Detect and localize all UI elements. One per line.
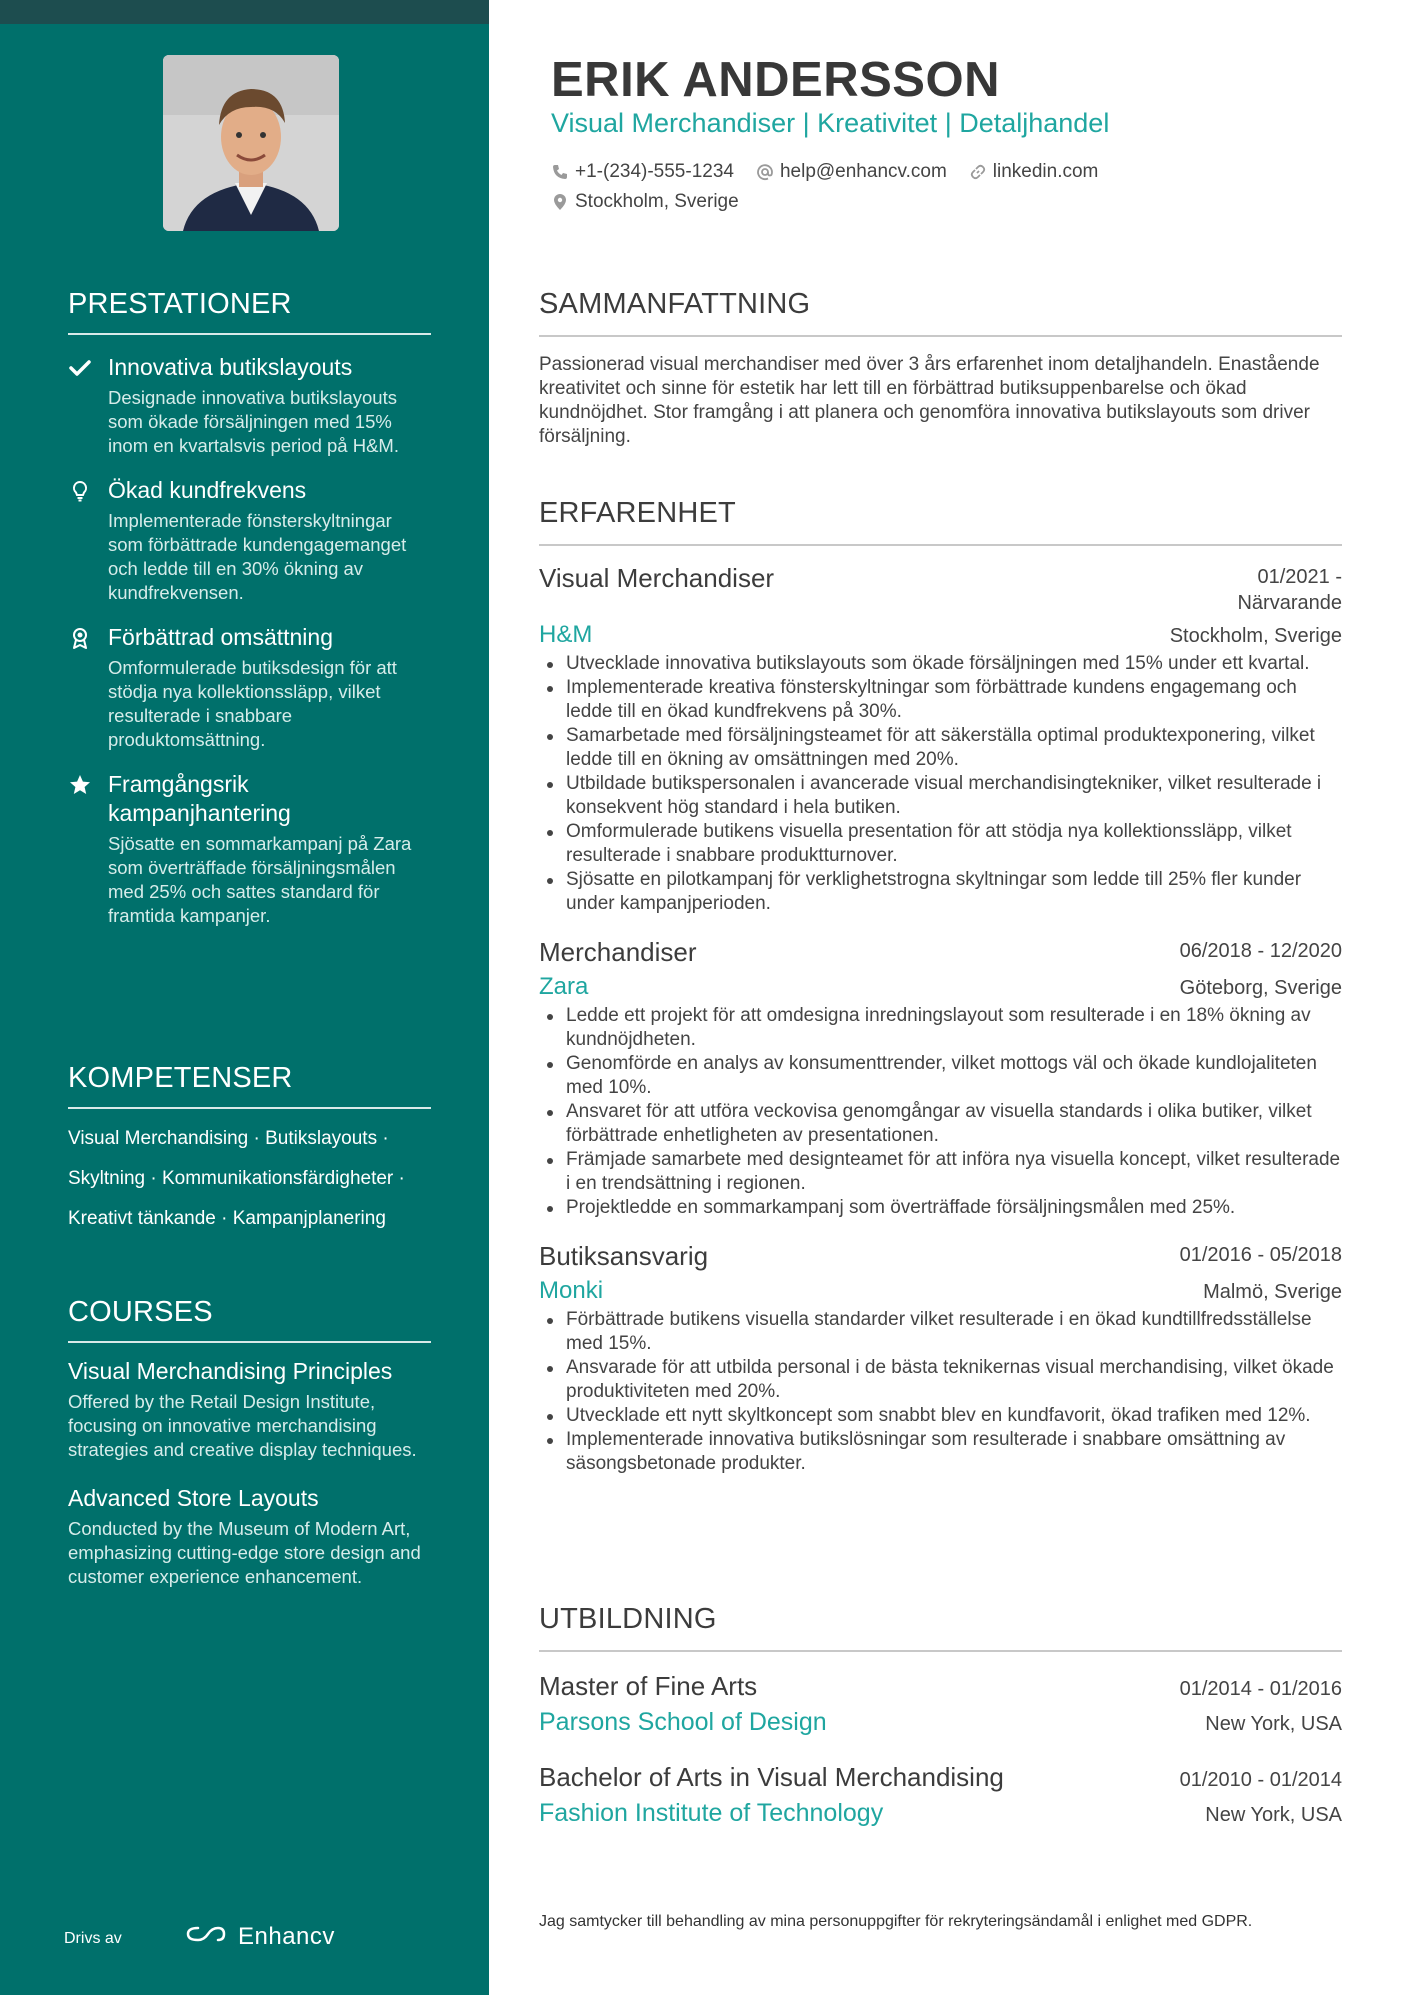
education-heading: UTBILDNING <box>539 1603 1342 1652</box>
bullet-item: Implementerade innovativa butikslösningar som resulterade i snabbare omsättning av säsongsbetonade produkter. <box>539 1428 1342 1476</box>
sidebar-top-band <box>0 0 489 24</box>
contact-info <box>551 160 1311 220</box>
bullet-item: Genomförde en analys av konsumenttrender, vilket mottogs väl och ökade kundlojaliteten med 10%. <box>539 1052 1342 1100</box>
job-date: 01/2021 - Närvarande <box>1237 566 1342 614</box>
achievement-title: Framgångsrik kampanjhantering <box>108 771 291 826</box>
achievement-title: Innovativa butikslayouts <box>108 354 353 380</box>
job-title: Visual Merchandiser <box>539 563 775 593</box>
job-bullets <box>539 1004 1342 1220</box>
bullet-item: Främjade samarbete med designteamet för att införa nya visuella koncept, vilket resulterade i en trendsättning i regionen. <box>539 1148 1342 1196</box>
education-entry <box>539 1670 1342 1737</box>
achievement-title: Förbättrad omsättning <box>108 624 334 650</box>
skills-section <box>68 1062 431 1247</box>
company-name: Zara <box>539 973 589 1000</box>
skill-line: Skyltning · Kommunikationsfärdigheter · <box>68 1168 405 1189</box>
skill-line: Kreativt tänkande · Kampanjplanering <box>68 1208 386 1229</box>
course-item <box>68 1357 431 1462</box>
job-date: 06/2018 - 12/2020 <box>1179 940 1342 962</box>
job-location: Malmö, Sverige <box>1203 1281 1342 1303</box>
job-bullets <box>539 1308 1342 1476</box>
email-text: help@enhancv.com <box>779 161 947 182</box>
skills-list <box>68 1127 431 1231</box>
summary-heading: SAMMANFATTNING <box>539 288 1342 337</box>
job-entry <box>539 562 1342 916</box>
company-name: H&M <box>539 621 593 648</box>
bullet-item: Ansvarade för att utbilda personal i de bästa teknikernas visual merchandising, vilket ökade produktiviteten med 20%. <box>539 1356 1342 1404</box>
star-icon <box>68 773 92 797</box>
experience-heading: ERFARENHET <box>539 497 1342 546</box>
course-desc: Conducted by the Museum of Modern Art, emphasizing cutting-edge store design and customer experience enhancement. <box>68 1518 421 1587</box>
summary-section <box>539 288 1342 449</box>
bullet-item: Sjösatte en pilotkampanj för verklighetstrogna skyltningar som ledde till 25% fler kunder under kampanjperioden. <box>539 868 1342 916</box>
bullet-item: Samarbetade med försäljningsteamet för att säkerställa optimal produktexponering, vilket ledde till en ökning av omsättningen med 20%. <box>539 724 1342 772</box>
job-entry <box>539 936 1342 1220</box>
skills-heading: KOMPETENSER <box>68 1062 431 1109</box>
degree-title: Bachelor of Arts in Visual Merchandising <box>539 1762 1004 1792</box>
location-pin-icon <box>551 193 569 211</box>
achievement-item <box>68 353 431 458</box>
bullet-item: Ledde ett projekt för att omdesigna inredningslayout som resulterade i en 18% ökning av kundnöjdheten. <box>539 1004 1342 1052</box>
powered-by-label: Drivs av <box>64 1930 122 1947</box>
courses-section <box>68 1296 431 1589</box>
company-name: Monki <box>539 1277 604 1304</box>
course-desc: Offered by the Retail Design Institute, focusing on innovative merchandising strategies and creative display techniques. <box>68 1391 417 1460</box>
gdpr-consent: Jag samtycker till behandling av mina personuppgifter för rekryteringsändamål i enlighet med GDPR. <box>539 1913 1253 1930</box>
job-title: Butiksansvarig <box>539 1241 709 1271</box>
sidebar <box>0 0 489 1995</box>
job-entry <box>539 1240 1342 1476</box>
bullet-item: Utvecklade innovativa butikslayouts som ökade försäljningen med 15% under ett kvartal. <box>539 652 1342 676</box>
job-title: Merchandiser <box>539 937 697 967</box>
linkedin-contact[interactable] <box>969 160 1099 184</box>
location-text: Stockholm, Sverige <box>575 191 739 212</box>
email-contact[interactable] <box>756 160 947 184</box>
experience-section <box>539 497 1342 1476</box>
job-location: Stockholm, Sverige <box>1169 625 1342 647</box>
course-item <box>68 1484 431 1589</box>
bullet-item: Projektledde en sommarkampanj som överträffade försäljningsmålen med 25%. <box>539 1196 1342 1220</box>
enhancv-brand: Enhancv <box>238 1922 335 1950</box>
bullet-item: Omformulerade butikens visuella presentation för att stödja nya kollektionssläpp, vilket resulterade i snabbare produktturnover. <box>539 820 1342 868</box>
person-name: ERIK ANDERSSON <box>551 53 1000 107</box>
degree-title: Master of Fine Arts <box>539 1671 758 1701</box>
bullet-item: Utbildade butikspersonalen i avancerade visual merchandisingtekniker, vilket resulterade i konsekvent hög standard i hela butiken. <box>539 772 1342 820</box>
achievement-desc: Implementerade fönsterskyltningar som förbättrade kundengagemanget och ledde till en 30% ökning av kundfrekvensen. <box>108 510 407 603</box>
phone-contact[interactable] <box>551 160 734 184</box>
phone-icon <box>551 163 569 181</box>
bullet-item: Förbättrade butikens visuella standarder vilket resulterade i en ökad kundtillfredsställelse med 15%. <box>539 1308 1342 1356</box>
achievement-item <box>68 770 431 928</box>
check-icon <box>68 356 92 380</box>
achievements-section <box>68 288 431 928</box>
course-title: Advanced Store Layouts <box>68 1485 319 1511</box>
education-location: New York, USA <box>1205 1713 1342 1735</box>
lightbulb-icon <box>68 479 92 503</box>
education-section <box>539 1603 1342 1828</box>
bullet-item: Utvecklade ett nytt skyltkoncept som snabbt blev en kundfavorit, ökad trafiken med 12%. <box>539 1404 1342 1428</box>
bullet-item: Implementerade kreativa fönsterskyltningar som förbättrade kundens engagemang och ledde till en ökad kundfrekvens på 30%. <box>539 676 1342 724</box>
school-name: Parsons School of Design <box>539 1708 827 1736</box>
school-name: Fashion Institute of Technology <box>539 1799 884 1827</box>
achievement-desc: Omformulerade butiksdesign för att stödja nya kollektionssläpp, vilket resulterade i snabbare produktomsättning. <box>108 657 397 750</box>
summary-text: Passionerad visual merchandiser med över 3 års erfarenhet inom detaljhandeln. Enastående kreativitet och sinne för estetik har lett till en förbättrad butiksuppenbarelse och ökad kundnöjdhet. Stor framgång i att planera och genomföra innovativa butikslayouts som driver försäljning. <box>539 354 1320 447</box>
bullet-item: Ansvaret för att utföra veckovisa genomgångar av visuella standards i olika butiker, vilket förbättrade enhetligheten av presentationen. <box>539 1100 1342 1148</box>
at-icon <box>756 163 774 181</box>
achievement-desc: Sjösatte en sommarkampanj på Zara som överträffade försäljningsmålen med 25% och sattes standard för framtida kampanjer. <box>108 833 412 926</box>
course-title: Visual Merchandising Principles <box>68 1358 393 1384</box>
courses-heading: COURSES <box>68 1296 431 1343</box>
achievements-heading: PRESTATIONER <box>68 288 431 335</box>
linkedin-text: linkedin.com <box>992 161 1099 182</box>
achievement-title: Ökad kundfrekvens <box>108 477 307 503</box>
profile-photo <box>163 55 339 231</box>
person-tagline: Visual Merchandiser | Kreativitet | Detaljhandel <box>551 108 1110 138</box>
education-date: 01/2014 - 01/2016 <box>1179 1678 1342 1700</box>
phone-text: +1-(234)-555-1234 <box>575 161 734 182</box>
job-location: Göteborg, Sverige <box>1179 977 1342 999</box>
enhancv-logo[interactable] <box>184 1922 335 1951</box>
achievement-item <box>68 476 431 605</box>
enhancv-logo-icon <box>184 1922 228 1951</box>
award-icon <box>68 626 92 650</box>
education-date: 01/2010 - 01/2014 <box>1179 1769 1342 1791</box>
job-date: 01/2016 - 05/2018 <box>1179 1244 1342 1266</box>
education-entry <box>539 1761 1342 1828</box>
skill-line: Visual Merchandising · Butikslayouts · <box>68 1128 389 1149</box>
achievement-item <box>68 623 431 752</box>
link-icon <box>969 163 987 181</box>
achievement-desc: Designade innovativa butikslayouts som ökade försäljningen med 15% inom en kvartalsvis period på H&M. <box>108 387 399 456</box>
location-contact <box>551 190 739 214</box>
job-bullets <box>539 652 1342 916</box>
education-location: New York, USA <box>1205 1804 1342 1826</box>
